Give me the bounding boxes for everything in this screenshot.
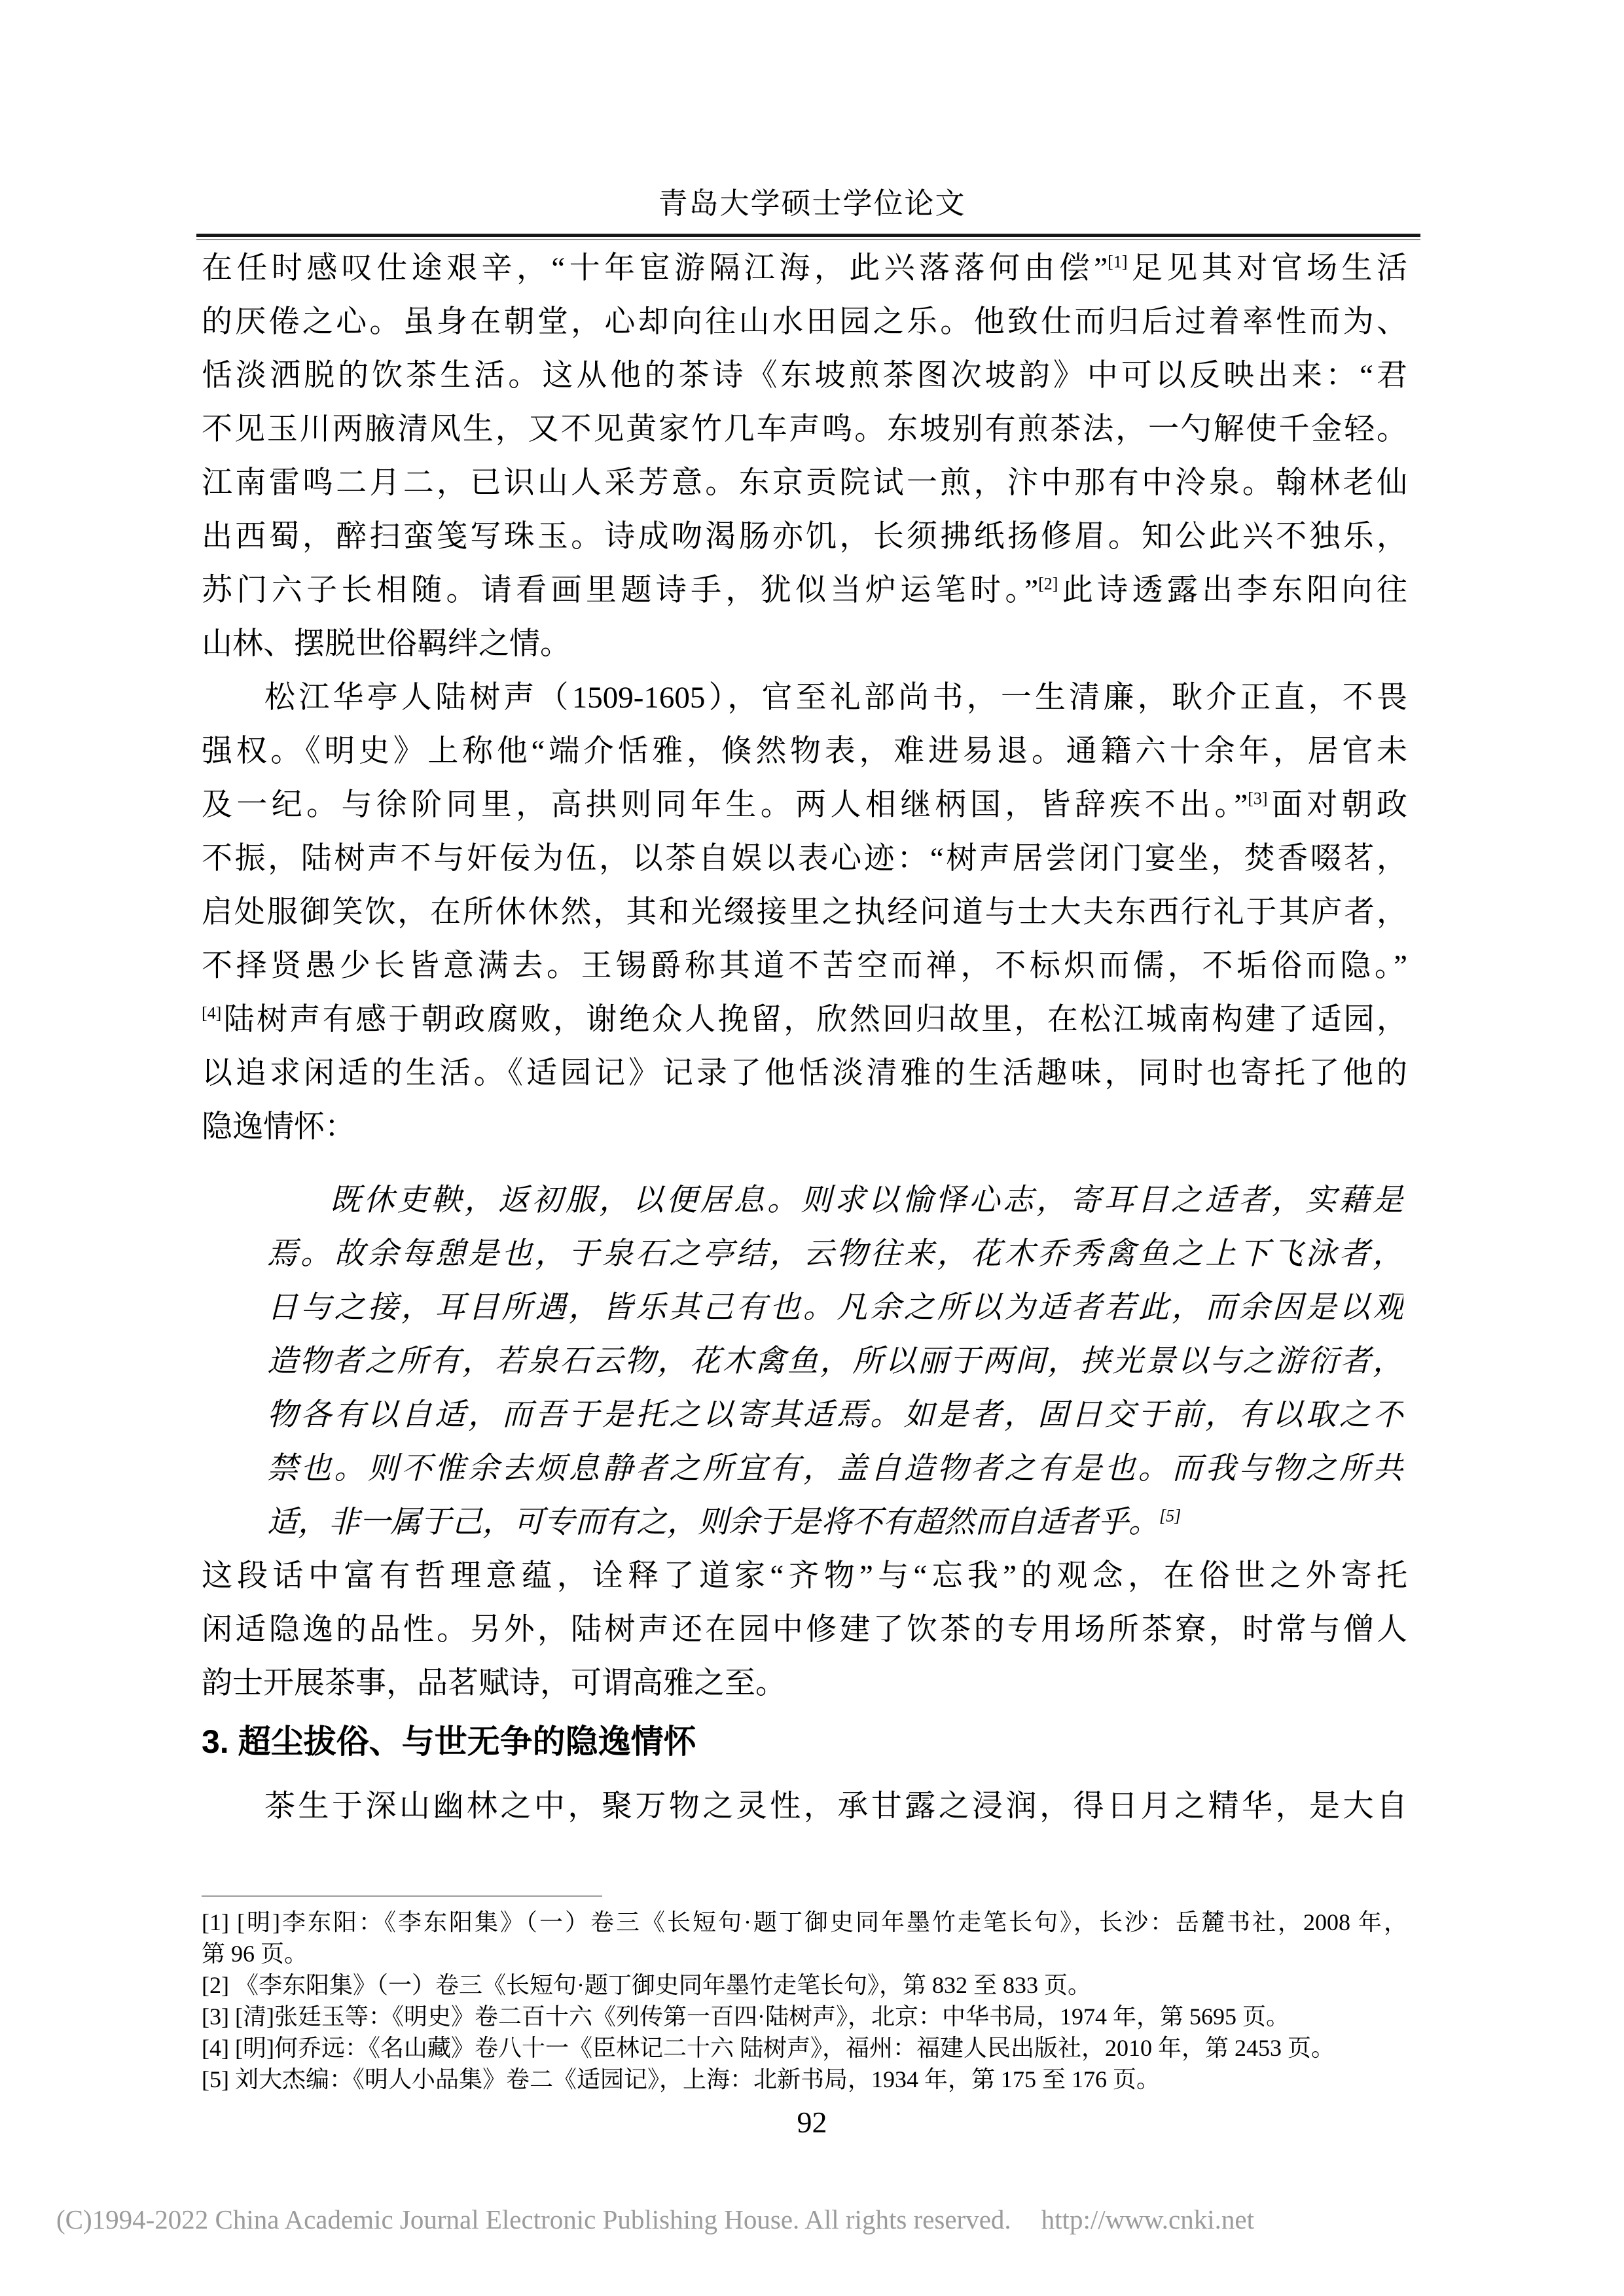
footnote-ref: [1] [1108,252,1128,272]
footnote-ref: [4] [202,1003,222,1023]
paragraph-2 [202,671,1407,1154]
line-text: 茶生于深山幽林之中，聚万物之灵性，承甘露之浸润，得日月之精华，是大自 [264,1789,1407,1823]
text-line [202,1549,1407,1603]
line-text: 强权。《明史》上称他“端介恬雅，倏然物表，难进易退。通籍六十余年，居官未 [202,734,1407,768]
text-line [202,1603,1407,1657]
text-line [202,778,1407,832]
line-text: 禁也。则不惟余去烦息静者之所宜有，盖自造物者之有是也。而我与物之所共 [267,1452,1403,1486]
footnote-text: [3] [清]张廷玉等：《明史》卷二百十六《列传第一百四·陆树声》，北京：中华书局，1974 年，第 5695 页。 [202,2003,1290,2030]
text-line [202,886,1407,939]
footnote-line [202,2064,1407,2095]
line-text: 出西蜀，醉扫蛮笺写珠玉。诗成吻渴肠亦饥，长须拂纸扬修眉。知公此兴不独乐， [202,520,1407,554]
line-text: 这段话中富有哲理意蕴，诠释了道家“齐物”与“忘我”的观念，在俗世之外寄托 [202,1559,1407,1593]
text-line [202,456,1407,510]
text-line [202,564,1407,617]
text-line [202,939,1407,993]
footnote-text: 第 96 页。 [202,1941,308,1967]
line-text: 隐逸情怀： [202,1110,355,1144]
line-text: 启处服御笑饮，在所休休然，其和光缀接里之执经问道与士大夫东西行礼于其庐者， [202,895,1407,929]
text-line [202,295,1407,349]
line-text: 面对朝政 [1267,788,1407,822]
quote-line [267,1174,1403,1227]
text-line [202,725,1407,778]
text-line [202,993,1407,1047]
line-text: 以追求闲适的生活。《适园记》记录了他恬淡清雅的生活趣味，同时也寄托了他的 [202,1056,1407,1090]
text-line [202,349,1407,403]
text-line [202,403,1407,456]
line-text: 日与之接，耳目所遇，皆乐其己有也。凡余之所以为适者若此，而余因是以观 [267,1291,1403,1325]
line-text: 物各有以自适，而吾于是托之以寄其适焉。如是者，固日交于前，有以取之不 [267,1398,1403,1432]
line-text: 的厌倦之心。虽身在朝堂，心却向往山水田园之乐。他致仕而归后过着率性而为、 [202,305,1407,339]
line-text: 山林、摆脱世俗羁绊之情。 [202,627,571,661]
footnote-line [202,1938,1407,1969]
line-text: 韵士开展茶事，品茗赋诗，可谓高雅之至。 [202,1666,786,1700]
line-text: 陆树声有感于朝政腐败，谢绝众人挽留，欣然回归故里，在松江城南构建了适园， [221,1003,1407,1037]
line-text: 不见玉川两腋清风生，又不见黄家竹几车声鸣。东坡别有煎茶法，一勺解使千金轻。 [202,412,1407,446]
text-line [202,1657,1407,1710]
line-text: 此诗透露出李东阳向往 [1058,573,1407,607]
paragraph-1 [202,242,1407,671]
footnote-ref: [5] [1159,1506,1182,1526]
text-line [202,671,1407,725]
body-text-column [202,242,1407,1833]
footnote-text: [5] 刘大杰编：《明人小品集》卷二《适园记》，上海：北新书局，1934 年，第 175 至 176 页。 [202,2066,1160,2092]
line-text: 不择贤愚少长皆意满去。王锡爵称其道不苦空而禅，不标炽而儒，不垢俗而隐。” [202,949,1407,983]
footnote-line [202,2032,1407,2064]
paragraph-3 [202,1549,1407,1710]
quote-line [267,1281,1403,1335]
text-line [202,242,1407,295]
line-text: 足见其对官场生活 [1127,251,1407,285]
footnotes-section [202,1907,1407,2095]
text-line [202,832,1407,886]
line-text: 苏门六子长相随。请看画里题诗手，犹似当炉运笔时。” [202,573,1039,607]
line-text: 及一纪。与徐阶同里，高拱则同年生。两人相继柄国，皆辞疾不出。” [202,788,1248,822]
footnote-ref: [2] [1038,574,1058,594]
header-rule-thin [196,239,1420,240]
page-number: 92 [797,2106,827,2139]
text-line [202,510,1407,564]
line-text: 不振，陆树声不与奸佞为伍，以茶自娱以表心迹：“树声居尝闭门宴坐，焚香啜茗， [202,842,1407,876]
quote-line [267,1388,1403,1442]
text-line [202,1780,1407,1833]
paragraph-4 [202,1780,1407,1833]
footnote-line [202,1969,1407,2001]
text-line [202,617,1407,671]
quote-line [267,1442,1403,1496]
footnote-text: [2] 《李东阳集》（一）卷三《长短句·题丁御史同年墨竹走笔长句》，第 832 至 833 页。 [202,1972,1091,1998]
line-text: 闲适隐逸的品性。另外，陆树声还在园中修建了饮茶的专用场所茶寮，时常与僧人 [202,1613,1407,1647]
footnote-ref: [3] [1248,789,1268,808]
line-text: 适，非一属于己，可专而有之，则余于是将不有超然而自适者乎。 [267,1505,1159,1539]
footnote-line [202,1907,1407,1938]
quote-line [267,1496,1403,1549]
quote-line [267,1335,1403,1388]
line-text: 恬淡洒脱的饮茶生活。这从他的茶诗《东坡煎茶图次坡韵》中可以反映出来：“君 [202,359,1407,393]
footnote-separator [202,1895,602,1897]
line-text: 松江华亭人陆树声（1509-1605），官至礼部尚书，一生清廉，耿介正直，不畏 [264,681,1407,715]
line-text: 在任时感叹仕途艰辛，“十年宦游隔江海，此兴落落何由偿” [202,251,1108,285]
section-heading: 3. 超尘拔俗、与世无争的隐逸情怀 [202,1723,696,1760]
footnote-line [202,2001,1407,2032]
line-text: 造物者之所有，若泉石云物，花木禽鱼，所以丽于两间，挟光景以与之游衍者， [267,1344,1403,1378]
text-line [202,1100,1407,1154]
line-text: 焉。故余每憩是也，于泉石之亭结，云物往来，花木乔秀禽鱼之上下飞泳者， [267,1237,1403,1271]
line-text: 江南雷鸣二月二，已识山人采芳意。东京贡院试一煎，汴中那有中泠泉。翰林老仙 [202,466,1407,500]
footer-copyright: (C)1994-2022 China Academic Journal Electronic Publishing House. All rights reserved. [56,2204,1011,2234]
block-quote [267,1174,1403,1549]
footer-url: http://www.cnki.net [1041,2204,1254,2234]
footnote-text: [1] [明]李东阳：《李东阳集》（一）卷三《长短句·题丁御史同年墨竹走笔长句》，长沙：岳麓书社，2008 年， [202,1909,1407,1935]
header-rule-thick [196,234,1420,237]
quote-line [267,1227,1403,1281]
text-line [202,1047,1407,1100]
footnote-text: [4] [明]何乔远：《名山藏》卷八十一《臣林记二十六 陆树声》，福州：福建人民出版社，2010 年，第 2453 页。 [202,2035,1335,2061]
line-text: 既休吏鞅，返初服，以便居息。则求以愉怿心志，寄耳目之适者，实藉是 [330,1183,1403,1217]
cnki-footer [56,2204,1572,2234]
running-head-title: 青岛大学硕士学位论文 [658,187,966,220]
